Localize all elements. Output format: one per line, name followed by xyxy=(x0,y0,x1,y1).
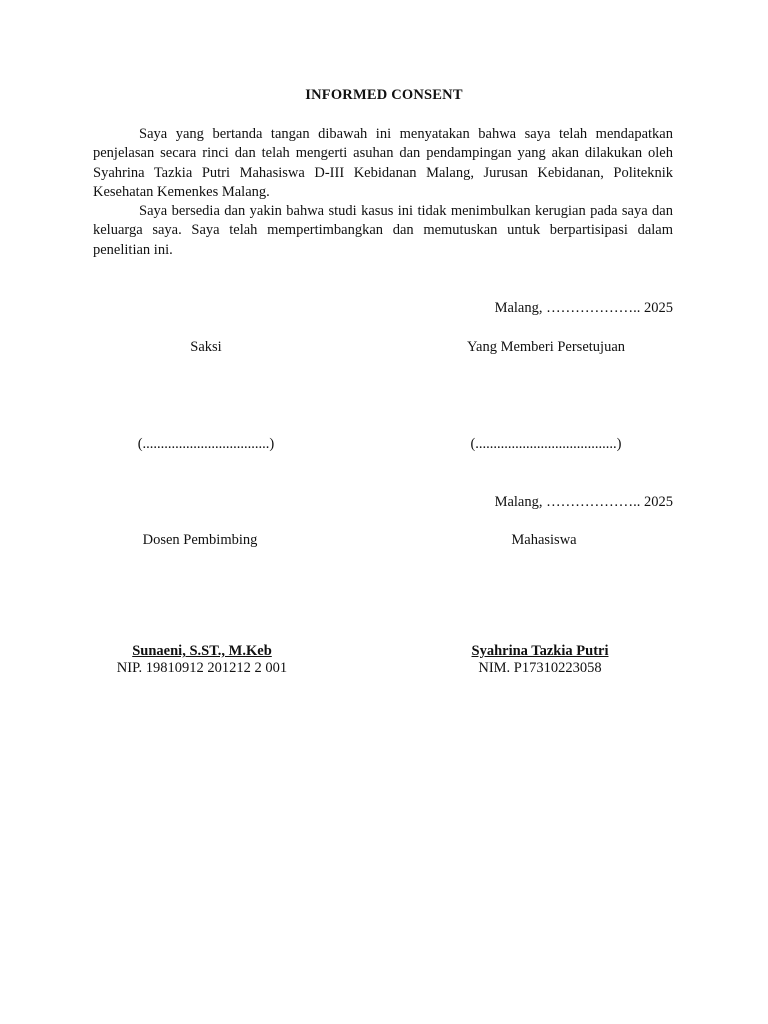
date-line-2: Malang, ……………….. 2025 xyxy=(494,494,673,510)
consent-giver-label: Yang Memberi Persetujuan xyxy=(466,339,626,355)
student-name: Syahrina Tazkia Putri xyxy=(471,643,609,659)
witness-label: Saksi xyxy=(190,339,222,355)
witness-signature-line: (...................................) xyxy=(137,436,275,452)
consent-paragraph-2: Saya bersedia dan yakin bahwa studi kasus ini tidak menimbulkan kerugian pada saya dan keluarga saya. Saya telah mempertimbangkan dan memutuskan untuk berpartisipasi dalam penelitian ini. xyxy=(93,203,673,258)
supervisor-label: Dosen Pembimbing xyxy=(142,532,258,548)
document-title: INFORMED CONSENT xyxy=(305,87,463,103)
supervisor-name: Sunaeni, S.ST., M.Keb xyxy=(132,643,272,659)
consent-paragraph-1: Saya yang bertanda tangan dibawah ini menyatakan bahwa saya telah mendapatkan penjelasan secara rinci dan telah mengerti asuhan dan pendampingan yang akan dilakukan oleh Syahrina Tazkia Putri Mahasiswa D-III Kebidanan Malang, Jurusan Kebidanan, Politeknik Kesehatan Kemenkes Malang. xyxy=(93,126,673,200)
supervisor-nip: NIP. 19810912 201212 2 001 xyxy=(116,659,288,676)
date-line-1: Malang, ……………….. 2025 xyxy=(494,300,673,316)
student-signature-block xyxy=(472,643,609,676)
student-nim: NIM. P17310223058 xyxy=(478,659,602,676)
student-label: Mahasiswa xyxy=(511,532,577,548)
consent-giver-signature-line: (.......................................) xyxy=(470,436,622,452)
consent-body xyxy=(93,125,673,260)
supervisor-signature-block xyxy=(117,643,287,676)
